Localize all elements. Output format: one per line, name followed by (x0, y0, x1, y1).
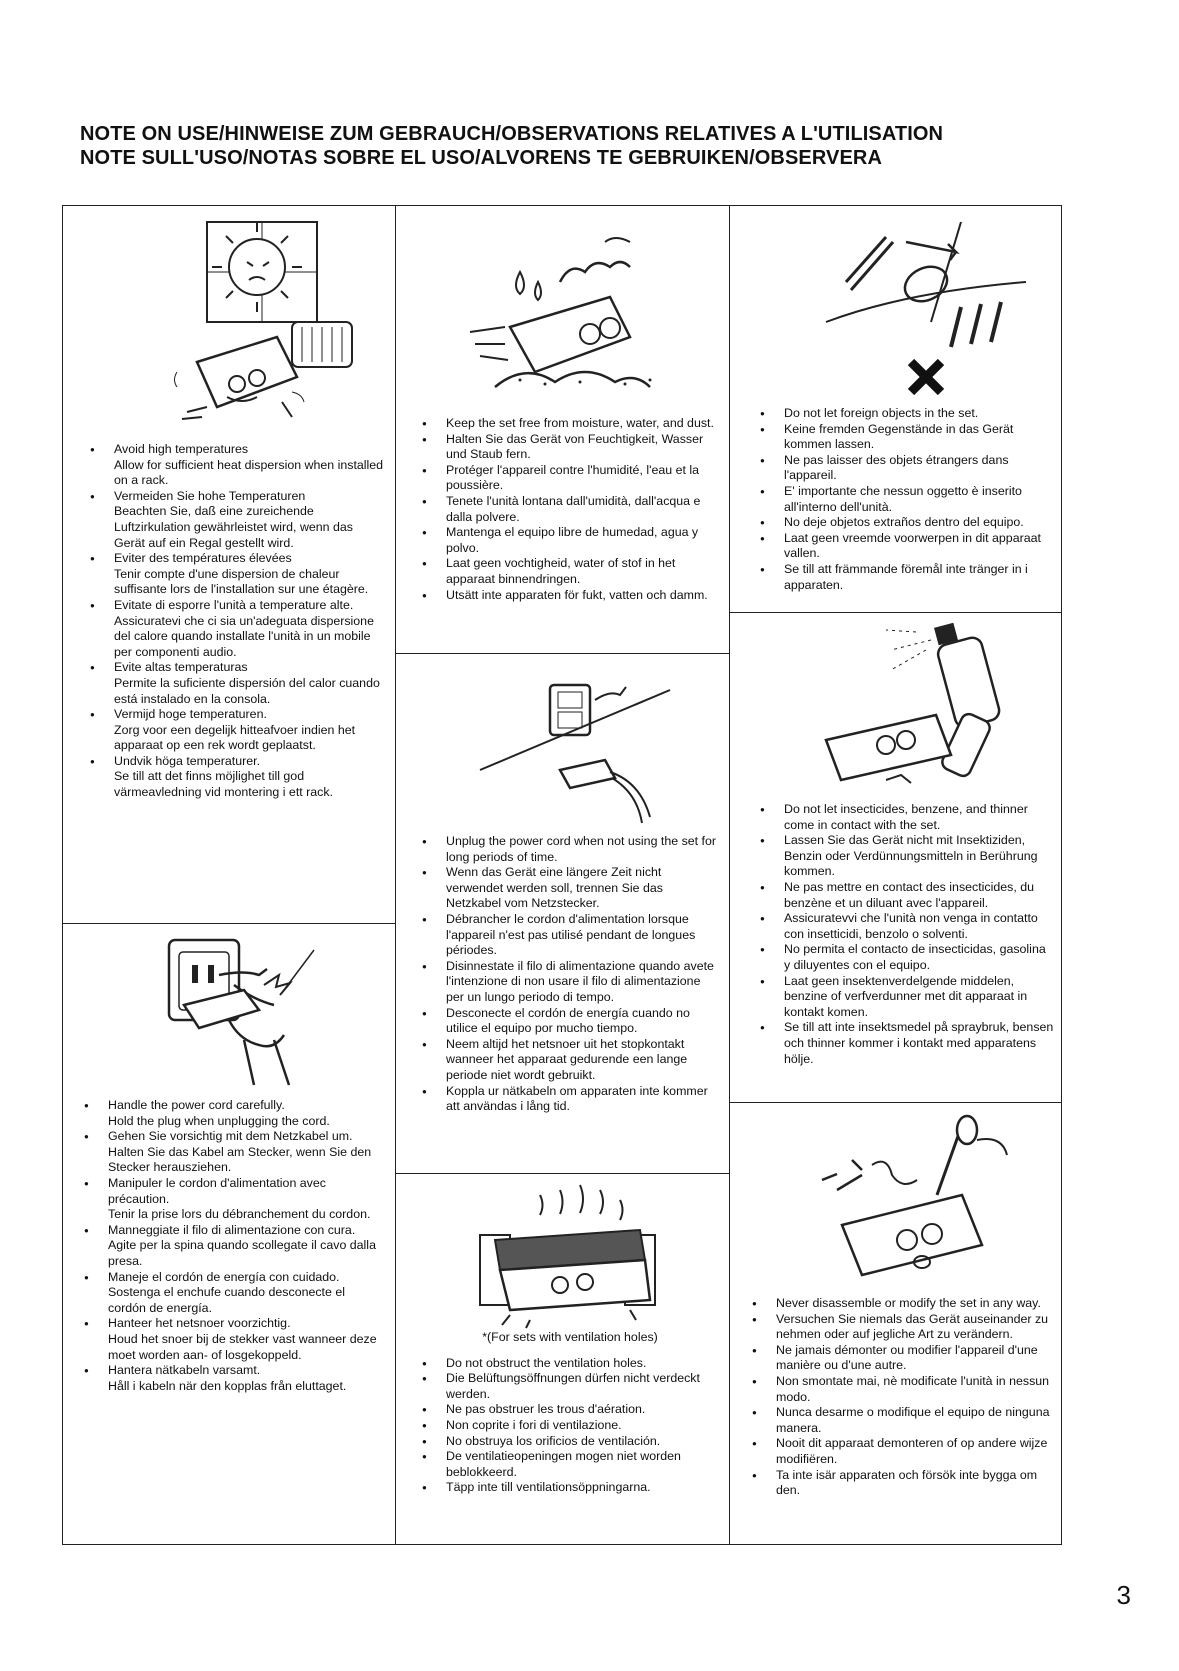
list-item: ● Täpp inte till ventilationsöppningarna. (420, 1480, 720, 1496)
water-dust-illustration (450, 212, 690, 402)
list-item: ● E' importante che nessun oggetto è inserito all'interno dell'unità. (758, 484, 1054, 515)
unplug-illustration (450, 660, 690, 830)
screwdriver-illustration (782, 1110, 1022, 1290)
list-item: ● Handle the power cord carefully. Hold the plug when unplugging the cord. (82, 1098, 386, 1129)
row-divider (62, 923, 396, 924)
list-item: ● Nooit dit apparaat demonteren of op andere wijze modifiëren. (750, 1436, 1054, 1467)
list-item: ● Laat geen vochtigheid, water of stof in het apparaat binnendringen. (420, 556, 720, 587)
list-item: ● Ne pas mettre en contact des insecticides, du benzène et un diluant avec l'appareil. (758, 880, 1054, 911)
list-item: ● Disinnestate il filo di alimentazione quando avete l'intenzione di non usare il filo di alimentazione per un lungo periodo di tempo. (420, 959, 720, 1006)
list-item: ● Ne pas laisser des objets étrangers dans l'appareil. (758, 453, 1054, 484)
list-item: ● Keep the set free from moisture, water, and dust. (420, 416, 720, 432)
ventilation-note: *(For sets with ventilation holes) (482, 1330, 658, 1344)
row-divider (729, 1102, 1062, 1103)
list-item: ● Eviter des températures élevées Tenir compte d'une dispersion de chaleur suffisante lors de l'installation sur une étagère. (88, 551, 386, 598)
list-item: ● De ventilatieopeningen mogen niet worden beblokkeerd. (420, 1449, 720, 1480)
list-item: ● Non smontate mai, nè modificate l'unità in nessun modo. (750, 1374, 1054, 1405)
row-divider (395, 1173, 730, 1174)
temperature-section (68, 212, 392, 920)
list-item: ● Do not let foreign objects in the set. (758, 406, 1054, 422)
list-item: ● Mantenga el equipo libre de humedad, agua y polvo. (420, 525, 720, 556)
page-title (80, 122, 1120, 170)
list-item: ● Neem altijd het netsnoer uit het stopkontakt wanneer het apparaat gedurende een lange periode niet wordt gebruikt. (420, 1037, 720, 1084)
list-item: ● Do not obstruct the ventilation holes. (420, 1356, 720, 1372)
list-item: ● No permita el contacto de insecticidas, gasolina y diluyentes con el equipo. (758, 942, 1054, 973)
column-divider-2 (729, 205, 730, 1545)
list-item: ● Gehen Sie vorsichtig mit dem Netzkabel um. Halten Sie das Kabel am Stecker, wenn Sie den Stecker herausziehen. (82, 1129, 386, 1176)
list-item: ● Vermijd hoge temperaturen. Zorg voor een degelijk hitteafvoer indien het apparaat op een rek wordt geplaatst. (88, 707, 386, 754)
list-item: ● Desconecte el cordón de energía cuando no utilice el equipo por mucho tiempo. (420, 1006, 720, 1037)
list-item: ● No obstruya los orificios de ventilación. (420, 1434, 720, 1450)
list-item: ● Ne pas obstruer les trous d'aération. (420, 1402, 720, 1418)
disassemble-section (734, 1110, 1060, 1540)
list-item: ● Ne jamais démonter ou modifier l'appareil d'une manière ou d'une autre. (750, 1343, 1054, 1374)
row-divider (729, 612, 1062, 613)
list-item: ● Non coprite i fori di ventilazione. (420, 1418, 720, 1434)
list-item: ● Nunca desarme o modifique el equipo de ninguna manera. (750, 1405, 1054, 1436)
list-item: ● Protéger l'appareil contre l'humidité, l'eau et la poussière. (420, 463, 720, 494)
list-item: ● Laat geen insektenverdelgende middelen, benzine of verfverdunner met dit apparaat in kontakt komen. (758, 974, 1054, 1021)
sun-heater-illustration (107, 212, 367, 442)
list-item: ● Ta inte isär apparaten och försök inte bygga om den. (750, 1468, 1054, 1499)
power-cord-section (68, 930, 392, 1540)
disassemble-list (750, 1296, 1054, 1499)
list-item: ● Se till att främmande föremål inte tränger in i apparaten. (758, 562, 1054, 593)
list-item: ● Versuchen Sie niemals das Gerät auseinander zu nehmen oder auf jegliche Art zu verändern. (750, 1312, 1054, 1343)
list-item: ● Lassen Sie das Gerät nicht mit Insektiziden, Benzin oder Verdünnungsmitteln in Berührung kommen. (758, 833, 1054, 880)
list-item: ● Unplug the power cord when not using the set for long periods of time. (420, 834, 720, 865)
list-item: ● Vermeiden Sie hohe Temperaturen Beachten Sie, daß eine zureichende Luftzirkulation gewährleistet wird, wenn das Gerät auf ein Regal gestellt wird. (88, 489, 386, 551)
list-item: ● Keine fremden Gegenstände in das Gerät kommen lassen. (758, 422, 1054, 453)
list-item: ● Never disassemble or modify the set in any way. (750, 1296, 1054, 1312)
list-item: ● Laat geen vreemde voorwerpen in dit apparaat vallen. (758, 531, 1054, 562)
title-line-2: NOTE SULL'USO/NOTAS SOBRE EL USO/ALVORENS TE GEBRUIKEN/OBSERVERA (80, 147, 882, 169)
list-item: ● Avoid high temperatures Allow for sufficient heat dispersion when installed on a rack. (88, 442, 386, 489)
ventilation-illustration (450, 1180, 690, 1330)
insecticides-list (758, 802, 1054, 1067)
plug-hand-illustration (124, 930, 344, 1090)
column-divider-1 (395, 205, 396, 1545)
insecticides-section (734, 620, 1060, 1100)
unplug-section (400, 660, 726, 1170)
page-number: 3 (1116, 1580, 1131, 1610)
list-item: ● Débrancher le cordon d'alimentation lorsque l'appareil n'est pas utilisé pendant de longues périodes. (420, 912, 720, 959)
list-item: ● Maneje el cordón de energía con cuidado. Sostenga el enchufe cuando desconecte el cordón de energía. (82, 1270, 386, 1317)
list-item: ● Undvik höga temperaturer. Se till att det finns möjlighet till god värmeavledning vid montering i ett rack. (88, 754, 386, 801)
spray-can-illustration (786, 620, 1026, 800)
list-item: ● Se till att inte insektsmedel på spraybruk, bensen och thinner kommer i kontakt med apparatens hölje. (758, 1020, 1054, 1067)
title-line-1: NOTE ON USE/HINWEISE ZUM GEBRAUCH/OBSERVATIONS RELATIVES A L'UTILISATION (80, 123, 944, 145)
foreign-objects-illustration (786, 212, 1026, 402)
unplug-list (420, 834, 720, 1115)
list-item: ● Do not let insecticides, benzene, and thinner come in contact with the set. (758, 802, 1054, 833)
row-divider (395, 653, 730, 654)
list-item: ● Wenn das Gerät eine längere Zeit nicht verwendet werden soll, trennen Sie das Netzkabel vom Netzstecker. (420, 865, 720, 912)
temperature-list (88, 442, 386, 801)
list-item: ● Evite altas temperaturas Permite la suficiente dispersión del calor cuando está instalado en la consola. (88, 660, 386, 707)
list-item: ● Assicuratevvi che l'unità non venga in contatto con insetticidi, benzolo o solventi. (758, 911, 1054, 942)
ventilation-section (400, 1180, 726, 1540)
list-item: ● Hanteer het netsnoer voorzichtig. Houd het snoer bij de stekker vast wanneer deze moet worden aan- of losgekoppeld. (82, 1316, 386, 1363)
list-item: ● Manneggiate il filo di alimentazione con cura. Agite per la spina quando scollegate il cavo dalla presa. (82, 1223, 386, 1270)
list-item: ● Halten Sie das Gerät von Feuchtigkeit, Wasser und Staub fern. (420, 432, 720, 463)
moisture-list (420, 416, 720, 603)
moisture-section (400, 212, 726, 650)
list-item: ● Die Belüftungsöffnungen dürfen nicht verdeckt werden. (420, 1371, 720, 1402)
list-item: ● Utsätt inte apparaten för fukt, vatten och damm. (420, 588, 720, 604)
ventilation-list (420, 1356, 720, 1496)
list-item: ● Manipuler le cordon d'alimentation avec précaution. Tenir la prise lors du débranchement du cordon. (82, 1176, 386, 1223)
list-item: ● No deje objetos extraños dentro del equipo. (758, 515, 1054, 531)
power-cord-list (82, 1098, 386, 1394)
list-item: ● Koppla ur nätkabeln om apparaten inte kommer att användas i lång tid. (420, 1084, 720, 1115)
list-item: ● Tenete l'unità lontana dall'umidità, dall'acqua e dalla polvere. (420, 494, 720, 525)
foreign-objects-list (758, 406, 1054, 593)
list-item: ● Hantera nätkabeln varsamt. Håll i kabeln när den kopplas från eluttaget. (82, 1363, 386, 1394)
list-item: ● Evitate di esporre l'unità a temperature alte. Assicuratevi che ci sia un'adeguata dispersione del calore quando installate l'unità in un mobile per componenti audio. (88, 598, 386, 660)
foreign-objects-section (734, 212, 1060, 610)
